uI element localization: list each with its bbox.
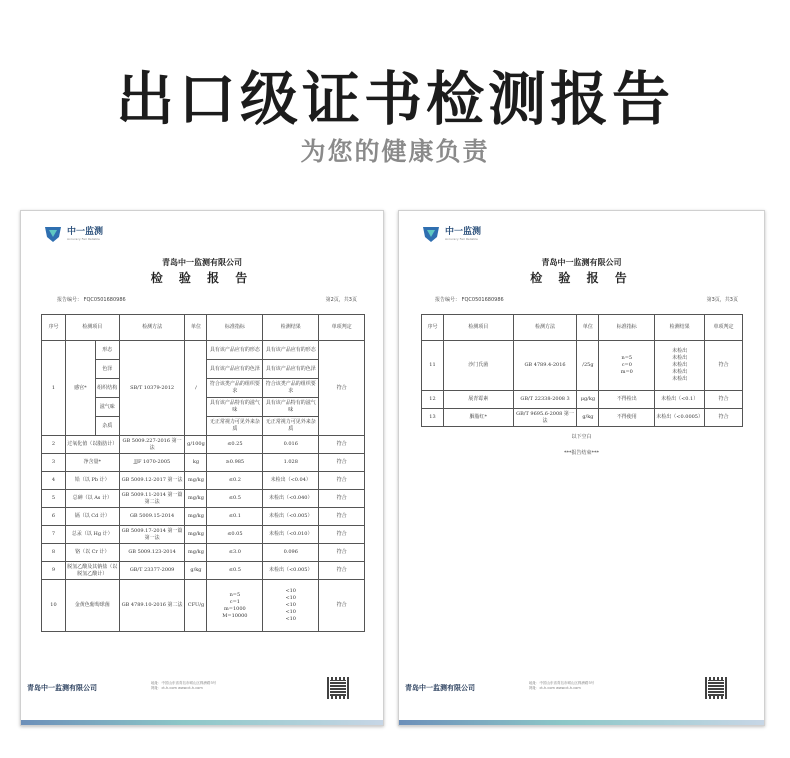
table-header-row [422,315,743,341]
table-row: 8 铬（以 Cr 计） GB 5009.123-2014 mg/kg ≤3.0 0.096 符合 [42,544,365,562]
table-row: 9 脱氢乙酸及其钠盐（以脱氢乙酸计） GB/T 23377-2009 g/kg ≤0.5 未检出（<0.005） 符合 [42,562,365,580]
col-header: 检测项目 [65,315,119,341]
report-footer [399,677,764,701]
report-title: 检 验 报 告 [530,271,633,285]
table-row: 12 展青霉素 GB/T 22338-2008 3 μg/kg 不得检出 未检出（<0.1） 符合 [422,391,743,409]
shield-logo-icon [421,225,441,243]
table-row: 组织结构 符合该类产品的组织要求 符合该类产品的组织要求 [42,379,365,398]
col-header: 标准指标 [207,315,263,341]
report-number: 报告编号： FQC0501680986 [435,297,504,303]
page-number: 第2页，共3页 [325,297,357,303]
report-title: 检 验 报 告 [150,271,254,285]
footer-color-bar [399,720,764,725]
footer-company: 青岛中一监测有限公司 [405,684,475,692]
page-number: 第3页，共3页 [706,297,738,303]
col-header: 序号 [42,315,66,341]
report-page-3 [398,210,765,726]
report-page-2 [20,210,384,726]
table-row: 滋气味 具有该产品特有的滋气味 具有该产品特有的滋气味 [42,398,365,417]
col-header: 单位 [577,315,599,341]
col-header: 检测方法 [119,315,185,341]
table-row: 6 镉（以 Cd 计） GB 5009.15-2014 mg/kg ≤0.1 未检出（<0.005） 符合 [42,508,365,526]
table-row: 10 金黄色葡萄球菌 GB 4789.10-2016 第二法 CFU/g n=5 c=1 m=1000 M=10000 <10 <10 <10 <10 <10 符合 [42,580,365,632]
report-number: 报告编号： FQC0501680986 [57,297,126,303]
footer-address: 地址：中国山东省青岛市崂山区株洲路3号 网址：ct-h.com www.ct-h.com [151,681,217,690]
table-row: 5 总砷（以 As 计） GB 5009.11-2014 第一篇 第二法 mg/kg ≤0.5 未检出（<0.040） 符合 [42,490,365,508]
col-header: 检测项目 [443,315,513,341]
logo-tagline: Accuracy Fair Reliable [445,237,478,241]
logo-tagline: Accuracy Fair Reliable [67,237,100,241]
test-results-table [421,314,743,427]
col-header: 检测结果 [655,315,705,341]
col-header: 检测结果 [263,315,319,341]
report-footer [21,677,383,701]
col-header: 单项判定 [319,315,365,341]
col-header: 检测方法 [513,315,577,341]
logo-name: 中一监测 [445,227,482,237]
table-header-row [42,315,365,341]
logo-name: 中一监测 [67,227,104,237]
table-row: 2 过氧化值（以脂肪计） GB 5009.227-2016 第一法 g/100g ≤0.25 0.016 符合 [42,436,365,454]
table-row: 3 净含量* JJF 1070-2005 kg ≥0.985 1.028 符合 [42,454,365,472]
qr-code-icon [705,677,727,699]
footer-company: 青岛中一监测有限公司 [27,684,97,692]
page-title: 出口级证书检测报告 [115,65,674,133]
report-company: 青岛中一监测有限公司 [162,258,242,267]
company-logo [43,225,103,243]
table-row: 11 沙门氏菌 GB 4789.4-2016 /25g n=5 c=0 m=0 未检出 未检出 未检出 未检出 未检出 符合 [422,341,743,391]
end-note: ***报告结束*** [563,450,599,456]
table-row: 色泽 具有该产品应有的色泽 具有该产品应有的色泽 [42,360,365,379]
table-row: 1 感官* 形态 SB/T 10379-2012 / 具有该产品应有的形态 具有该产品应有的形态 符合 [42,341,365,360]
col-header: 单项判定 [705,315,743,341]
footer-color-bar [21,720,383,725]
qr-code-icon [327,677,349,699]
col-header: 序号 [422,315,444,341]
report-company: 青岛中一监测有限公司 [541,258,622,267]
blank-note: 以下空白 [571,434,592,440]
table-row: 4 铅（以 Pb 计） GB 5009.12-2017 第一法 mg/kg ≤0.2 未检出（<0.04） 符合 [42,472,365,490]
col-header: 标准指标 [599,315,655,341]
page-subtitle: 为您的健康负责 [300,137,490,166]
test-results-table [41,314,365,632]
table-row: 13 胭脂红* GB/T 9695.6-2008 第一法 g/kg 不得使用 未检出（<0.0005） 符合 [422,409,743,427]
table-row: 杂质 无正常视力可见外来杂质 无正常视力可见外来杂质 [42,417,365,436]
company-logo [421,225,481,243]
footer-address: 地址：中国山东省青岛市崂山区株洲路3号 网址：ct-h.com www.ct-h.com [529,681,595,690]
col-header: 单位 [185,315,207,341]
table-row: 7 总汞（以 Hg 计） GB 5009.17-2014 第一篇 第一法 mg/kg ≤0.05 未检出（<0.010） 符合 [42,526,365,544]
shield-logo-icon [43,225,63,243]
